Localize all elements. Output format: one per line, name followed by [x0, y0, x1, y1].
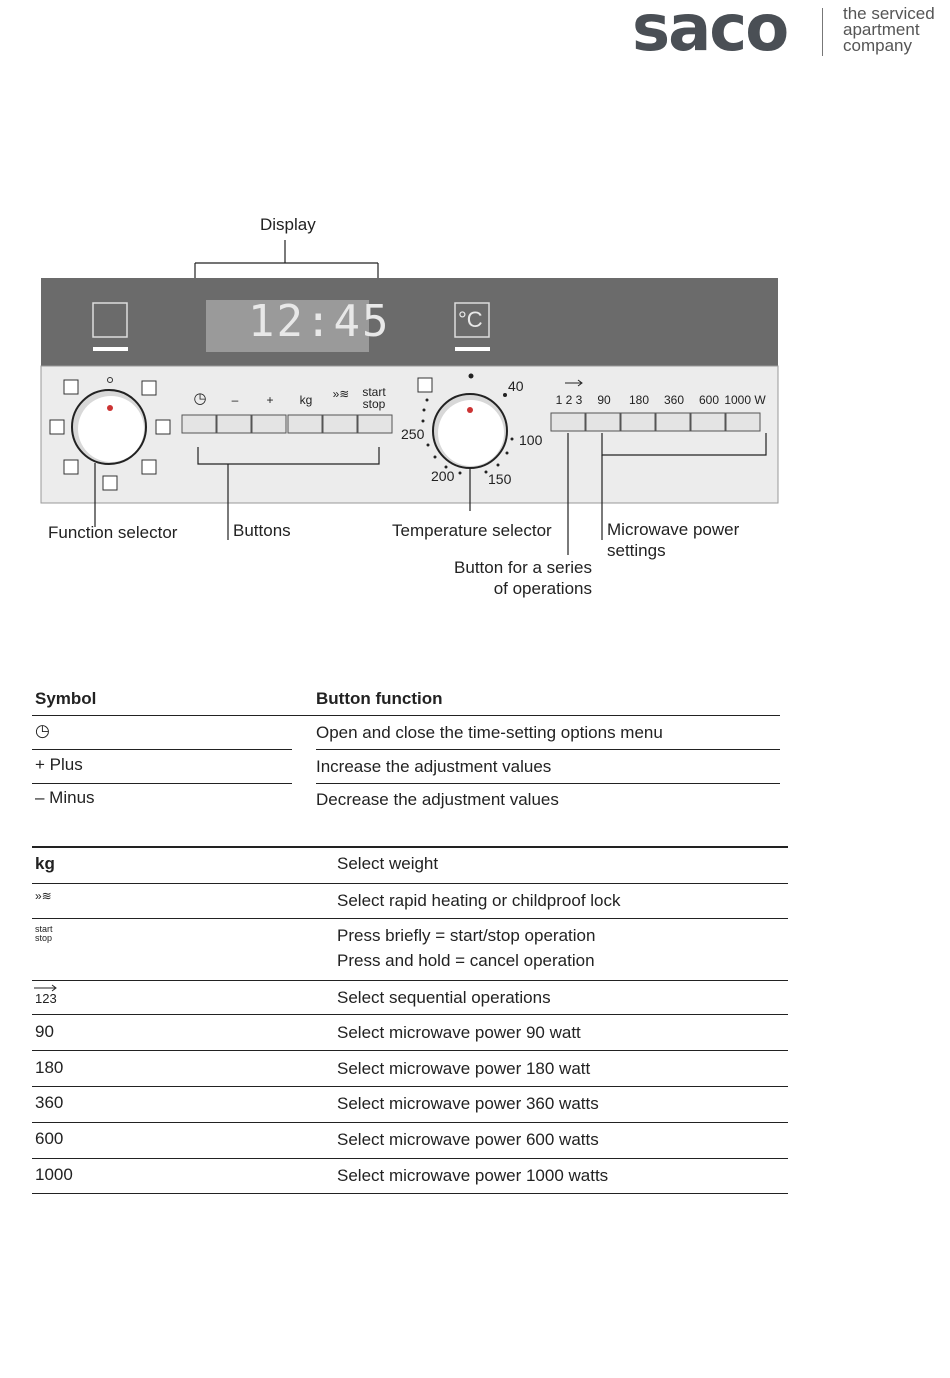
- series-button-label: 1 2 3: [555, 393, 583, 407]
- row-rule: [312, 883, 788, 884]
- row-rule: [32, 980, 312, 981]
- temp-200-label: 200: [431, 468, 455, 484]
- row-rule: [32, 883, 312, 884]
- temp-100-label: 100: [519, 432, 543, 448]
- table2-top-rule: [32, 846, 788, 848]
- symbol-header: Symbol: [35, 689, 97, 708]
- table-row-function: Decrease the adjustment values: [316, 790, 559, 809]
- function-header: Button function: [316, 689, 443, 708]
- table-row-function: Press briefly = start/stop operation Press and hold = cancel operation: [337, 926, 596, 970]
- row-rule: [312, 980, 788, 981]
- row-rule: [312, 1014, 788, 1015]
- row-rule: [32, 1050, 312, 1051]
- table-row-function: Select rapid heating or childproof lock: [337, 891, 621, 910]
- kg-button-label: kg: [299, 393, 313, 407]
- logo-separator: [822, 8, 823, 56]
- logo-tagline: the serviced apartment company: [843, 4, 935, 55]
- clock-symbol: ◷: [35, 721, 50, 740]
- table-row-function: Select microwave power 180 watt: [337, 1059, 591, 1078]
- temp-150-label: 150: [488, 471, 512, 487]
- clock-button-label: ◷: [193, 390, 207, 407]
- logo-wordmark: saco: [632, 0, 788, 66]
- temp-unit: °C: [458, 307, 483, 332]
- row-rule: [32, 918, 312, 919]
- plus-button-label: +: [266, 393, 274, 407]
- row-rule: [32, 1158, 312, 1159]
- temperature-selector-label: Temperature selector: [392, 521, 552, 540]
- row-rule: [312, 1158, 788, 1159]
- series-operations-label: Button for a series of operations: [454, 558, 592, 598]
- power-600-symbol: 600: [35, 1129, 64, 1148]
- start-stop-symbol: start stop: [35, 924, 53, 943]
- control-panel-diagram: [0, 195, 800, 615]
- row-rule: [312, 1122, 788, 1123]
- table-row-function: Select microwave power 90 watt: [337, 1023, 581, 1042]
- row-rule: [312, 1086, 788, 1087]
- saco-logo: [632, 0, 950, 70]
- display-band: [41, 278, 778, 366]
- power-90-symbol: 90: [35, 1022, 54, 1041]
- table2-bottom-rule: [32, 1193, 788, 1194]
- minus-button-label: –: [231, 393, 239, 407]
- microwave-power-label: Microwave power settings: [607, 520, 740, 560]
- row-rule: [312, 918, 788, 919]
- rapid-heat-button-label: »≋: [332, 387, 350, 401]
- header-rule: [32, 715, 780, 716]
- table-row-function: Select weight: [337, 854, 439, 873]
- temp-250-label: 250: [401, 426, 425, 442]
- table-row-function: Increase the adjustment values: [316, 757, 552, 776]
- series-arrow-icon: [34, 984, 58, 992]
- row-rule: [316, 783, 780, 784]
- series-symbol: 123: [35, 991, 57, 1006]
- clock-readout: 12:45: [248, 296, 391, 347]
- table-row-function: Open and close the time-setting options menu: [316, 723, 663, 742]
- table-row-function: Select microwave power 600 watts: [337, 1130, 599, 1149]
- rapid-heat-symbol: »≋: [35, 889, 52, 903]
- power-90-label: 90: [597, 393, 611, 407]
- start-stop-button-label: start stop: [362, 385, 386, 411]
- power-360-symbol: 360: [35, 1093, 64, 1112]
- power-1000-symbol: 1000: [35, 1165, 73, 1184]
- kg-symbol: kg: [35, 854, 55, 873]
- buttons-label: Buttons: [233, 521, 291, 540]
- power-180-label: 180: [628, 393, 650, 407]
- table-row-function: Select microwave power 360 watts: [337, 1094, 599, 1113]
- row-rule: [32, 783, 292, 784]
- plus-symbol: + Plus: [35, 755, 83, 774]
- row-rule: [32, 1014, 312, 1015]
- table-row-function: Select sequential operations: [337, 988, 551, 1007]
- minus-symbol: – Minus: [35, 788, 95, 807]
- power-360-label: 360: [663, 393, 685, 407]
- function-selector-label: Function selector: [48, 523, 178, 542]
- power-600-label: 600: [698, 393, 720, 407]
- table-row-function: Select microwave power 1000 watts: [337, 1166, 609, 1185]
- display-label: Display: [260, 215, 316, 234]
- temp-40-label: 40: [508, 378, 524, 394]
- row-rule: [32, 1086, 312, 1087]
- row-rule: [32, 1122, 312, 1123]
- power-1000-label: 1000 W: [724, 393, 766, 407]
- power-180-symbol: 180: [35, 1058, 64, 1077]
- row-rule: [316, 749, 780, 750]
- row-rule: [312, 1050, 788, 1051]
- row-rule: [32, 749, 292, 750]
